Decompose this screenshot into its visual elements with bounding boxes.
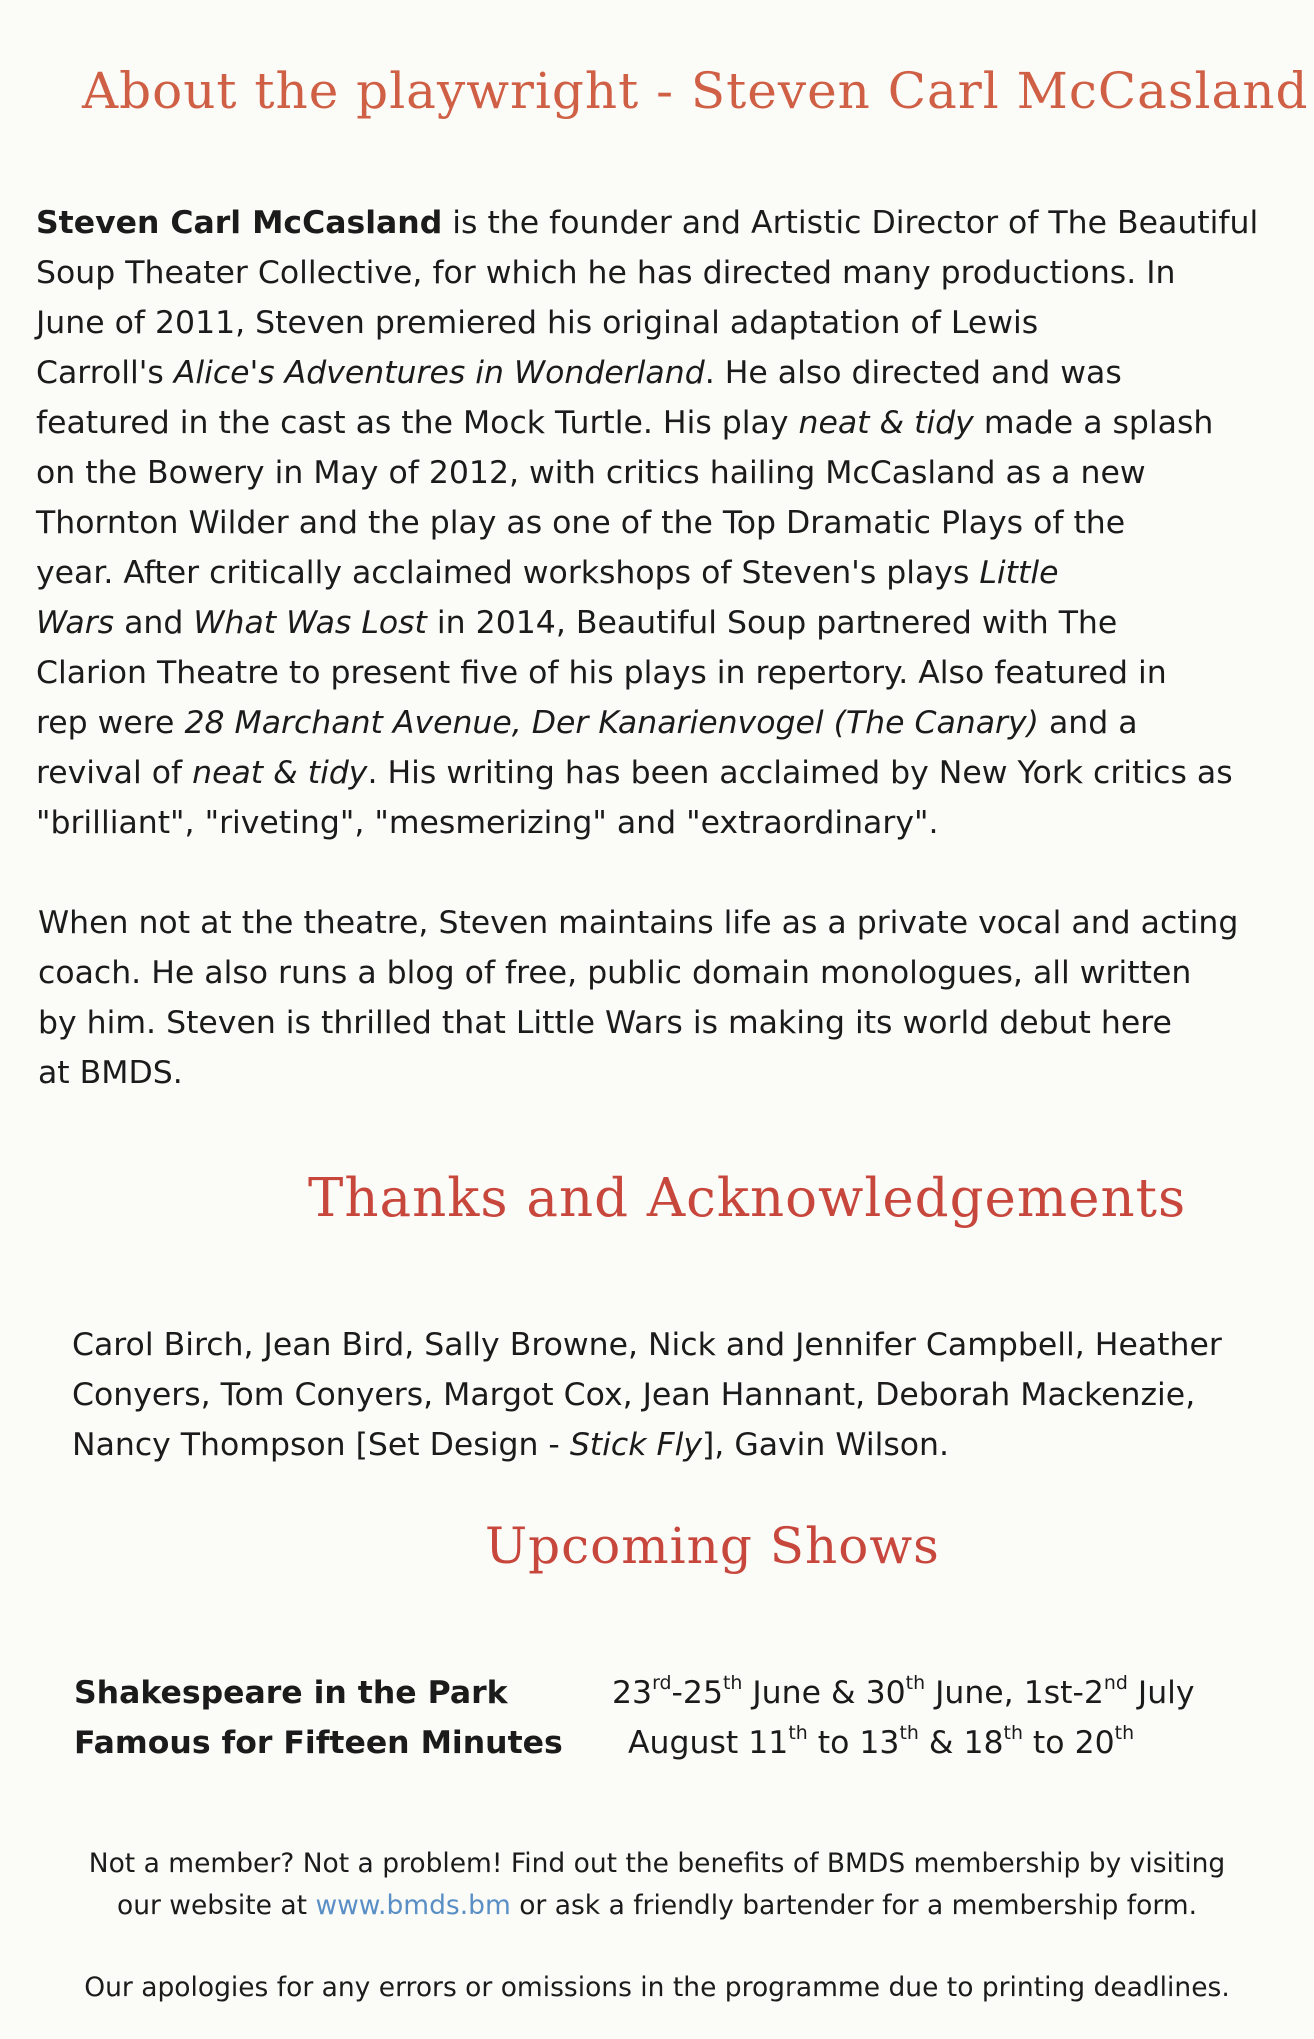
bio-line: featured in the cast as the Mock Turtle. His play neat & tidy made a splash: [36, 405, 1214, 441]
bio-line: Clarion Theatre to present five of his plays in repertory. Also featured in: [36, 655, 1167, 691]
work-title: What Was Lost: [193, 605, 427, 641]
bio-line: rep were 28 Marchant Avenue, Der Kanarienvogel (The Canary) and a: [36, 705, 1138, 741]
bio-line: revival of neat & tidy. His writing has been acclaimed by New York critics as: [36, 755, 1233, 791]
work-title: neat & tidy: [192, 755, 368, 791]
apologies-note: Our apologies for any errors or omissions in the programme due to printing deadlines.: [84, 1971, 1230, 2003]
work-title: 28 Marchant Avenue, Der Kanarienvogel (The Canary): [184, 705, 1039, 741]
bio-line: at BMDS.: [38, 1055, 183, 1091]
playwright-heading: About the playwright - Steven Carl McCasland: [82, 62, 1309, 120]
show-name: Shakespeare in the Park: [74, 1675, 508, 1711]
thanks-heading: Thanks and Acknowledgements: [308, 1168, 1187, 1229]
bio-line: Carroll's Alice's Adventures in Wonderland. He also directed and was: [36, 355, 1122, 391]
bio-line: Soup Theater Collective, for which he has directed many productions. In: [36, 255, 1176, 291]
bio-line: on the Bowery in May of 2012, with critics hailing McCasland as a new: [36, 455, 1146, 491]
bio-line: year. After critically acclaimed workshops of Steven's plays Little: [36, 555, 1059, 591]
thanks-list: [72, 1320, 1222, 1470]
show-dates: 23rd-25th June & 30th June, 1st-2nd July: [612, 1671, 1195, 1711]
playwright-bio: [36, 198, 1258, 848]
bio-line: by him. Steven is thrilled that Little Wars is making its world debut here: [38, 1005, 1172, 1041]
membership-note: Not a member? Not a problem! Find out the benefits of BMDS membership by visiting our website at www.bmds.bm or ask a friendly bartender for a membership form.: [88, 1847, 1226, 1921]
thanks-line: Carol Birch, Jean Bird, Sally Browne, Nick and Jennifer Campbell, Heather: [72, 1327, 1222, 1363]
bio-line: June of 2011, Steven premiered his original adaptation of Lewis: [36, 305, 1039, 341]
playwright-name: Steven Carl McCasland: [36, 205, 443, 241]
work-title: Wars: [36, 605, 115, 641]
upcoming-shows-heading: Upcoming Shows: [485, 1517, 940, 1575]
bio-line: Thornton Wilder and the play as one of the Top Dramatic Plays of the: [36, 505, 1126, 541]
work-title: Little: [979, 555, 1059, 591]
thanks-line: Conyers, Tom Conyers, Margot Cox, Jean Hannant, Deborah Mackenzie,: [72, 1377, 1196, 1413]
bio-line: Steven Carl McCasland is the founder and Artistic Director of The Beautiful: [36, 205, 1259, 241]
work-title: Stick Fly: [569, 1427, 702, 1463]
bio-line: "brilliant", "riveting", "mesmerizing" and "extraordinary".: [36, 805, 939, 841]
show-dates: August 11th to 13th & 18th to 20th: [628, 1721, 1135, 1761]
work-title: neat & tidy: [798, 405, 974, 441]
bio-line: coach. He also runs a blog of free, public domain monologues, all written: [38, 955, 1192, 991]
playwright-bio-continued: [38, 898, 1238, 1098]
show-name: Famous for Fifteen Minutes: [74, 1725, 563, 1761]
bio-line: When not at the theatre, Steven maintains life as a private vocal and acting: [38, 905, 1239, 941]
bio-line: Wars and What Was Lost in 2014, Beautiful Soup partnered with The: [36, 605, 1118, 641]
work-title: Alice's Adventures in Wonderland: [173, 355, 705, 391]
thanks-line: Nancy Thompson [Set Design - Stick Fly], Gavin Wilson.: [72, 1427, 950, 1463]
website-link[interactable]: www.bmds.bm: [315, 1889, 511, 1921]
